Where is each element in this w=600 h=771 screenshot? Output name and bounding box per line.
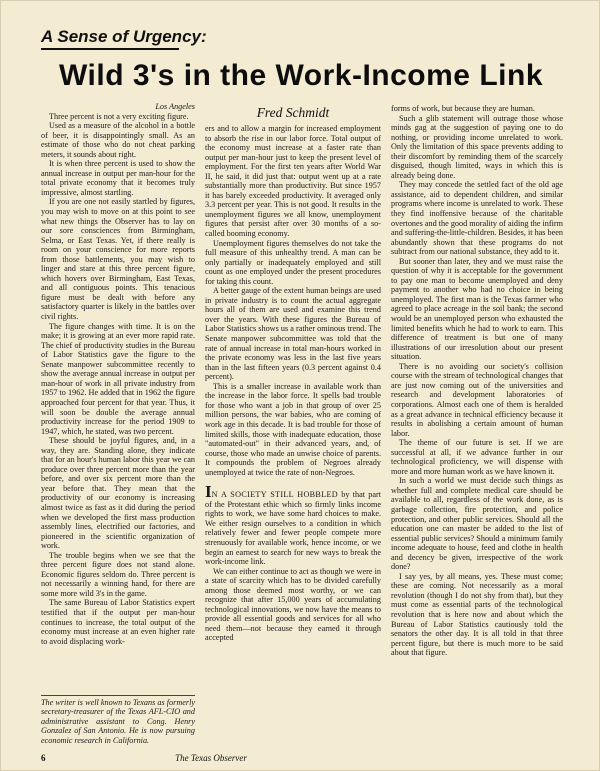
kicker: A Sense of Urgency: [41,27,207,46]
column-3 [391,104,563,658]
section-opening-paragraph [205,482,381,567]
byline: Fred Schmidt [256,105,330,120]
paragraph: The same Bureau of Labor Statistics expert testified that if the output per man-hour continues to increase, the total output of the economy must increase at an even higher rate to avoid displacing work- [41,598,195,646]
paragraph: Unemployment figures themselves do not take the full measure of this unhealthy trend. A man can be only partially or inadequately employed and still count as one employed under the present procedures for taking this count. [205,238,381,286]
paragraph: I say yes, by all means, yes. These must come; these are coming. Not necessarily as a moral revolution (though I do not shy from that), but they must come as essential parts of the technological revolution that is here now and about which the Bureau of Labor Statistics cautiously told the senators the other day. It is all told in that three percent figure, but there is much more to be said about that figure. [391,571,563,658]
paragraph: But sooner than later, they and we must raise the question of why it is acceptable for the government to pay one man to become unemployed and deny payment to another who had no choice in being unemployed. The first man is the Texas farmer who agreed to place acreage in the soil bank; the second would be an unemployed person who exhausted the limited benefits which he had to work to earn. This difference of treatment is but one of many illustrations of our irresolution about our present situation. [391,256,563,362]
paragraph: These should be joyful figures, and, in a way, they are. Standing alone, they indicate that for an hour's human labor this year we can produce over three percent more than the year before, and over six percent more than the year before that. They mean that the productivity of our economy is increasing almost twice as fast as it did during the period when we developed the first mass production assembly lines, electrified our factories, and pioneered in the scientific organization of work. [41,436,195,551]
paragraph: Such a glib statement will outrage those whose minds gag at the suggestion of paying one to do nothing, or providing income unrelated to work. Only the limitation of this space prevents adding to their discomfort by reminding them of the scarcely disguised, though limited, ways in which this is already being done. [391,113,563,180]
column-1 [41,102,195,646]
dateline: Los Angeles [155,102,195,111]
paragraph: This is a smaller increase in available work than the increase in the labor force. It spells bad trouble for those who want a job in that group of over 25 million persons, the war babies, who are coming of work age in this decade. It is bad trouble for those of limited skills, those with inadequate education, those "automated-out" in their advanced years, and, of course, those who made an unwise choice of parents. It compounds the problem of Negroes already unemployed at twice the rate of non-Negroes. [205,381,381,477]
paragraph: There is no avoiding our society's collision course with the stream of technological changes that are just now coming out of the universities and research and development laboratories of corporations. Almost each one of them is heralded as a great advance in technical efficiency because it results in abolishing a certain amount of human labor. [391,361,563,438]
paragraph: Used as a measure of the alcohol in a bottle of beer, it is disappointingly small. As an estimate of those who do not cheat parking meters, it sounds about right. [41,121,195,159]
paragraph: A better gauge of the extent human beings are used in private industry is to count the actual aggregate hours all of them are used and examine this trend over the years. With these figures the Bureau of Labor Statistics shows us a rather ominous trend. The Senate manpower subcommittee was told that the rate of annual increase in total man-hours worked in the private economy was less in the last five years than in the last fifteen years (0.3 percent against 0.4 percent). [205,286,381,382]
paragraph: The theme of our future is set. If we are successful at all, if we advance further in our technological proficiency, we will dispense with more and more human work as we have known it. [391,438,563,476]
paragraph: The figure changes with time. It is on the make; it is growing at an ever more rapid rate. The chief of productivity studies in the Bureau of Labor Statistics gave the figure to the Senate manpower subcommittee recently to show the average annual increase in output per man-hour of work in all private industry from 1957 to 1962. He added that in 1962 the figure approached four percent for that year. Thus, it will soon be double the average annual productivity increase for the period 1909 to 1947, which, he stated, was two percent. [41,321,195,436]
paragraph: forms of work, but because they are human. [391,104,535,113]
column-2 [205,124,381,643]
paragraph: If you are one not easily startled by figures, you may wish to move on at this point to see what new things the Observer has to lay on our sore consciences from Birmingham, Selma, or East Texas. Yet, if there really is room on your conscience for more reports from those battlements, you may wish to linger and stare at this three percent figure, which hovers over Birmingham, East Texas, and all contiguous points. This tenacious figure must be dealt with before any satisfactory quarter is likely in the battles over civil rights. [41,197,195,322]
paragraph: It is when three percent is used to show the annual increase in output per man-hour for the total private economy that it becomes truly impressive, almost startling. [41,159,195,197]
section-text: by that part of the Protestant ethic which so firmly links income rights to work, we have some hard choices to make. We either resign ourselves to a condition in which relatively fewer and fewer people compete more strenuously for available work, hence income, or we begin an earnest to search for new ways to break the work-income link. [205,490,381,567]
article-body [1,1,600,771]
headline: Wild 3's in the Work-Income Link [58,59,544,92]
paragraph: Three percent is not a very exciting figure. [49,111,189,121]
paragraph: In such a world we must decide such things as whether full and complete medical care should be available to all, regardless of the work done, as is garbage collection, fire protection, and police protection, and other public services. Should all the education one can master be added to the list of essential public services? Should a minimum family income adequate to house, feed and clothe in health and decency be given, irrespective of the work done? [391,476,563,572]
paragraph: ers and to allow a margin for increased employment to absorb the rise in our labor force. Total output of the economy must increase at a faster rate than output per man-hour just to keep the present level of employment. For the first ten years after World War II, he said, it did just that: output went up at a rate substantially more than productivity. But since 1957 it has barely exceeded productivity. It averaged only 3.3 percent per year. This is not good. It results in the unemployment figures we all know, unemployment figures that persist after over 30 months of a so-called booming economy. [205,124,381,239]
publication-name: The Texas Observer [175,753,247,763]
section-lead-in: N A SOCIETY STILL HOBBLED [211,490,339,500]
paragraph: They may concede the settled fact of the old age assistance, aid to dependent children, and similar programs where income is unrelated to work. These they find inoffensive because of the charitable overtones and the good morality of aiding the infirm and suffering-the-little-children. Besides, it has been abundantly shown that these programs do not subtract from our national substance, they add to it. [391,180,563,257]
paragraph: The trouble begins when we see that the three percent figure does not stand alone. Economic figures seldom do. Three percent is not necessarily a winning hand, for there are some more wild 3's in the game. [41,550,195,598]
paragraph: We can either continue to act as though we were in a state of scarcity which has to be divided carefully among those deemed most worthy, or we can recognize that after 15,000 years of accumulating technological innovations, we now have the means to provide all essential goods and services for all who need them—not because they earned it through accepted [205,566,381,643]
page-number: 6 [41,753,46,763]
author-note: The writer is well known to Texans as formerly secretary-treasurer of the Texas AFL-CIO and administrative assistant to Cong. Henry Gonzalez of San Antonio. He is now pursuing economic research in California. [41,695,195,745]
drop-cap: I [205,482,212,502]
